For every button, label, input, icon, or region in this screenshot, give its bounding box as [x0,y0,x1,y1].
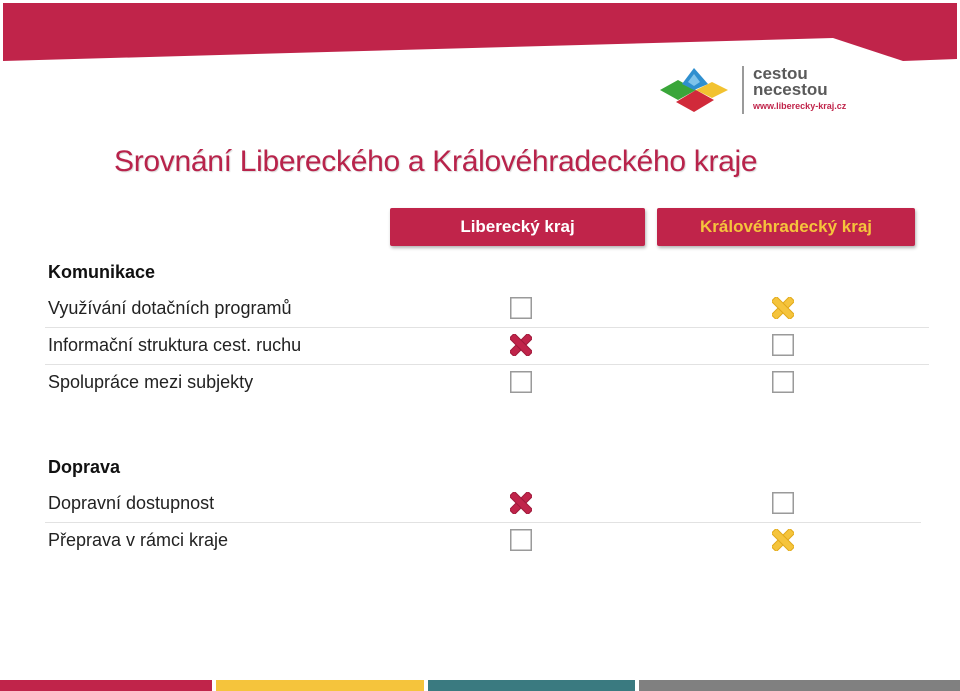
logo-line2: necestou [753,80,828,99]
empty-checkbox-icon [772,492,794,514]
table-row [45,485,921,523]
section-title-doprava: Doprava [48,457,121,477]
page-title: Srovnání Libereckého a Královéhradeckého kraje [114,145,758,178]
row-label: Využívání dotačních programů [48,298,292,318]
red-x-icon [510,334,532,356]
footer-stripe-yellow [216,680,424,691]
empty-checkbox-icon [772,334,794,356]
logo-text [753,66,846,111]
logo-url: www.liberecky-kraj.cz [753,101,847,111]
table-row [45,522,921,559]
yellow-x-icon [772,529,794,551]
table-row [45,327,929,365]
top-banner [3,3,957,61]
logo-line1: cestou [753,64,808,83]
row-label: Spolupráce mezi subjekty [48,372,254,392]
empty-checkbox-icon [510,371,532,393]
footer-stripe-gray [639,680,960,691]
empty-checkbox-icon [510,529,532,551]
empty-checkbox-icon [772,371,794,393]
row-label: Dopravní dostupnost [48,493,215,513]
footer-stripe-teal [428,680,635,691]
red-x-icon [510,492,532,514]
table-row [45,364,929,401]
section-title-komunikace: Komunikace [48,262,156,282]
column-header-kralovehradecky: Královéhradecký kraj [657,208,915,246]
footer-stripe-red [0,680,212,691]
yellow-x-icon [772,297,794,319]
row-label: Přeprava v rámci kraje [48,530,229,550]
table-row [45,290,929,328]
empty-checkbox-icon [510,297,532,319]
row-label: Informační struktura cest. ruchu [48,335,302,355]
column-header-liberec: Liberecký kraj [390,208,645,246]
